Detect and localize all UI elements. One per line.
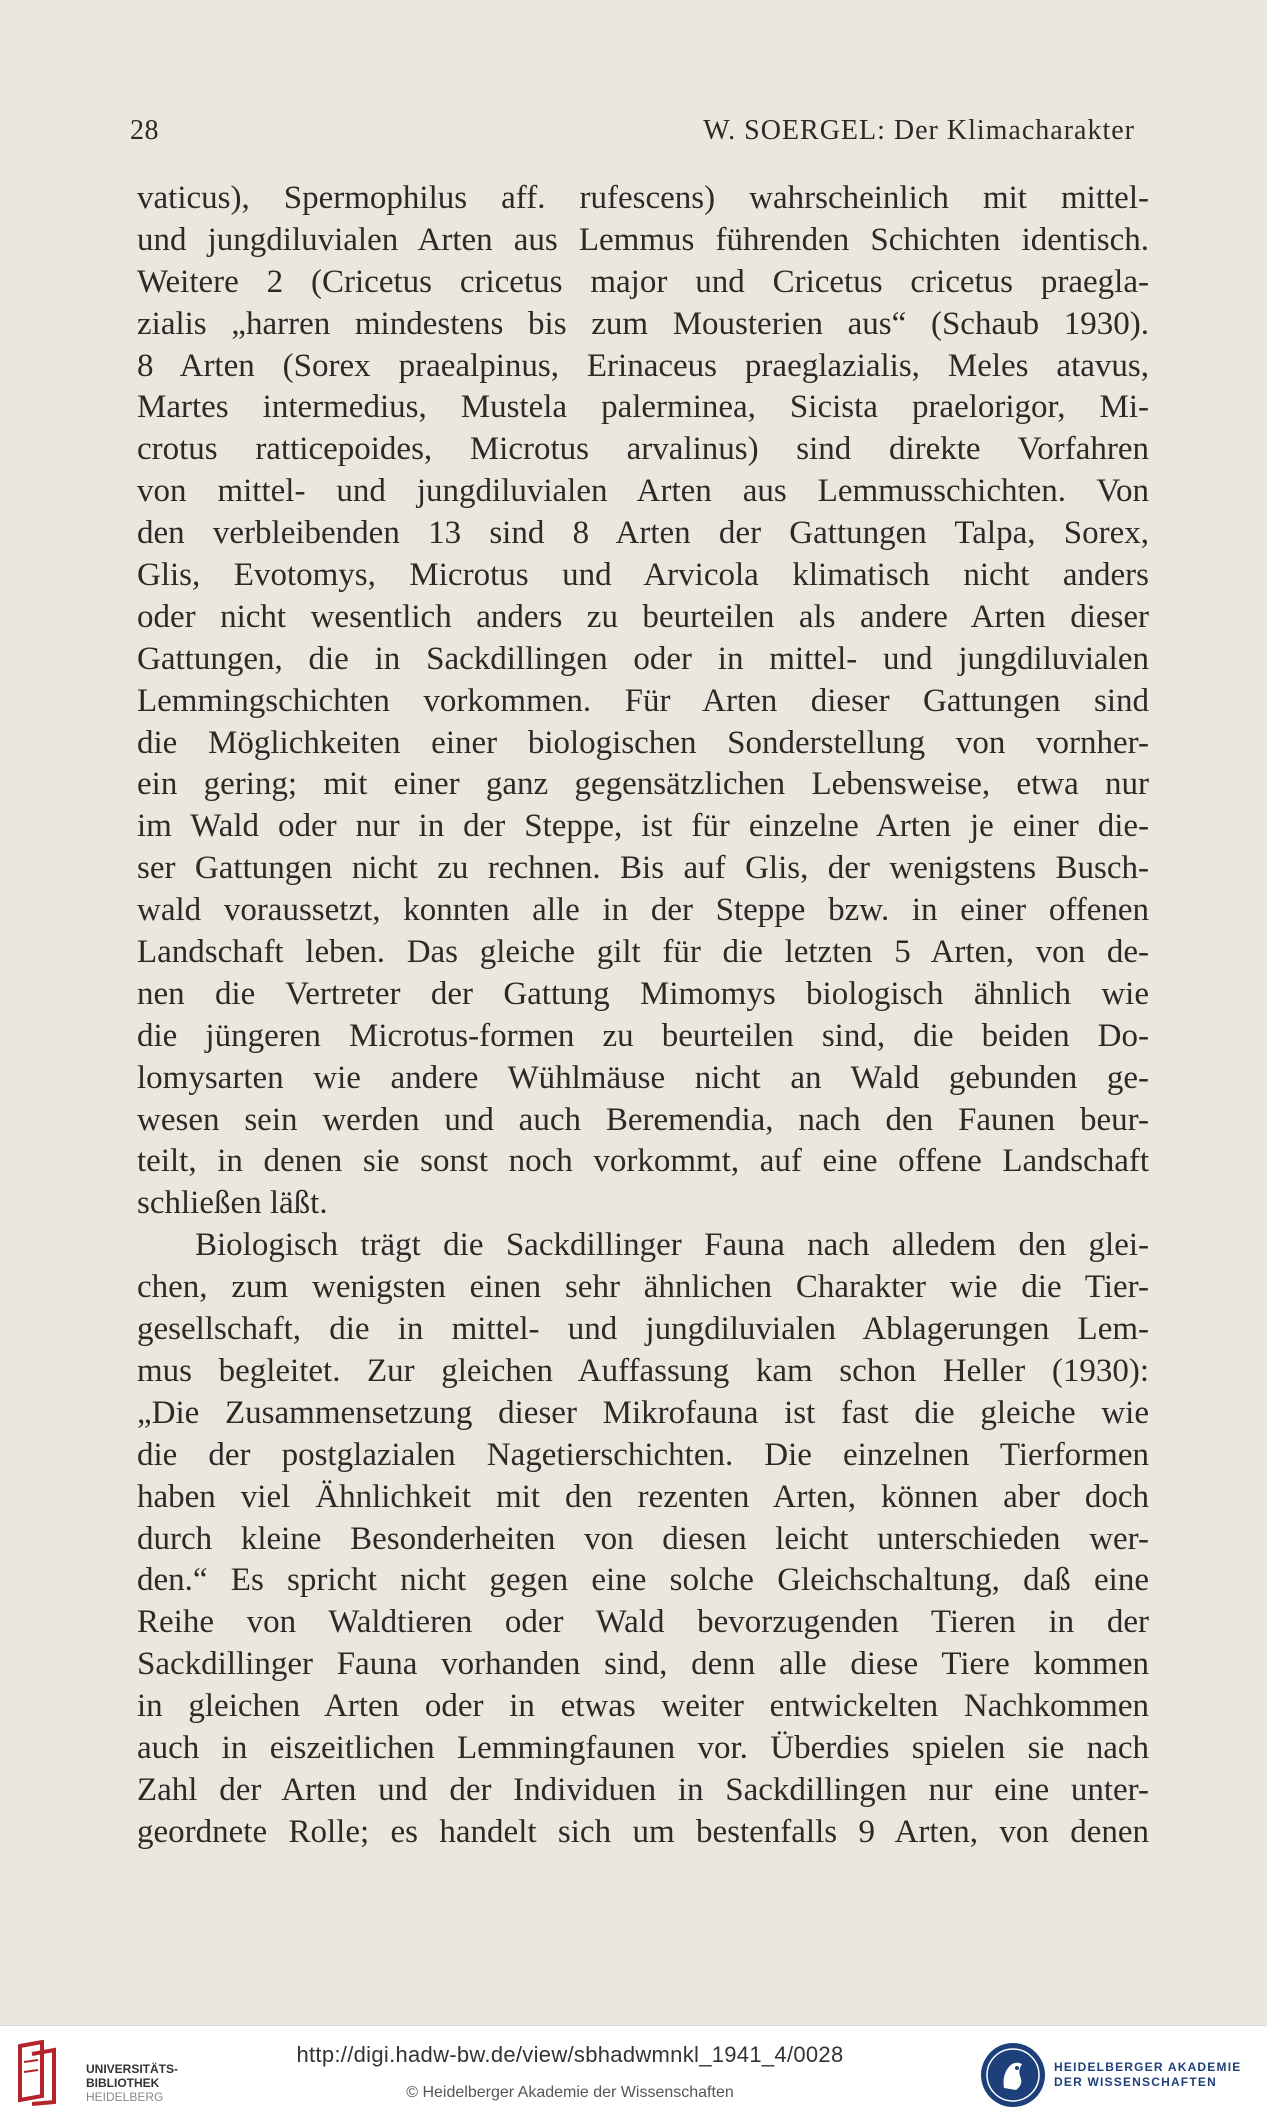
text-line: die Möglichkeiten einer biologischen Sonderstellung von vornher-	[137, 724, 1149, 761]
library-emblem-icon	[14, 2040, 70, 2106]
text-line: Sackdillinger Fauna vorhanden sind, denn alle diese Tiere kommen	[137, 1646, 1149, 1683]
viewer-footer	[0, 2025, 1267, 2120]
text-line: geordnete Rolle; es handelt sich um bestenfalls 9 Arten, von denen	[137, 1813, 1149, 1850]
text-line: oder nicht wesentlich anders zu beurteilen als andere Arten dieser	[137, 598, 1149, 635]
text-line: in gleichen Arten oder in etwas weiter entwickelten Nachkommen	[137, 1688, 1149, 1725]
text-line: Biologisch trägt die Sackdillinger Fauna nach alledem den glei-	[195, 1227, 1149, 1264]
copyright-notice: © Heidelberger Akademie der Wissenschaften	[406, 2084, 734, 2101]
page-header	[130, 115, 1135, 155]
text-line: die jüngeren Microtus-formen zu beurteilen sind, die beiden Do-	[137, 1017, 1149, 1054]
university-library-logo[interactable]	[14, 2040, 179, 2106]
text-line: „Die Zusammensetzung dieser Mikrofauna ist fast die gleiche wie	[137, 1394, 1149, 1431]
document-url-link[interactable]: http://digi.hadw-bw.de/view/sbhadwmnkl_1941_4/0028	[296, 2042, 844, 2067]
text-line: crotus ratticepoides, Microtus arvalinus) sind direkte Vorfahren	[137, 431, 1149, 468]
text-line: Martes intermedius, Mustela palerminea, Sicista praelorigor, Mi-	[137, 389, 1149, 426]
academy-emblem-icon	[978, 2040, 1048, 2110]
library-name-line3: HEIDELBERG	[86, 2090, 164, 2104]
text-line: die der postglazialen Nagetierschichten. Die einzelnen Tierformen	[137, 1436, 1149, 1473]
text-line: den.“ Es spricht nicht gegen eine solche Gleichschaltung, daß eine	[137, 1562, 1149, 1599]
text-line: nen die Vertreter der Gattung Mimomys biologisch ähnlich wie	[137, 975, 1149, 1012]
text-line: von mittel- und jungdiluvialen Arten aus Lemmusschichten. Von	[137, 473, 1149, 510]
academy-name-line1: HEIDELBERGER AKADEMIE	[1054, 2060, 1242, 2074]
text-line: wesen sein werden und auch Beremendia, nach den Faunen beur-	[137, 1101, 1149, 1138]
text-line: ser Gattungen nicht zu rechnen. Bis auf Glis, der wenigstens Busch-	[137, 850, 1149, 887]
running-head: W. SOERGEL: Der Klimacharakter	[703, 115, 1135, 146]
academy-name-line2: DER WISSENSCHAFTEN	[1054, 2075, 1217, 2089]
page-number: 28	[130, 115, 159, 146]
footer-center	[250, 2042, 890, 2102]
text-line: Lemmingschichten vorkommen. Für Arten dieser Gattungen sind	[137, 682, 1149, 719]
library-name-line2: BIBLIOTHEK	[86, 2076, 160, 2090]
text-line: zialis „harren mindestens bis zum Mousterien aus“ (Schaub 1930).	[137, 305, 1149, 342]
text-line: mus begleitet. Zur gleichen Auffassung kam schon Heller (1930):	[137, 1352, 1149, 1389]
text-line: Glis, Evotomys, Microtus und Arvicola klimatisch nicht anders	[137, 557, 1149, 594]
text-line: und jungdiluvialen Arten aus Lemmus führenden Schichten identisch.	[137, 221, 1149, 258]
text-line: durch kleine Besonderheiten von diesen leicht unterschieden wer-	[137, 1520, 1149, 1557]
text-line: Weitere 2 (Cricetus cricetus major und Cricetus cricetus praegla-	[137, 263, 1149, 300]
text-line: vaticus), Spermophilus aff. rufescens) wahrscheinlich mit mittel-	[137, 180, 1149, 216]
library-name-line1: UNIVERSITÄTS-	[86, 2062, 179, 2076]
body-text	[137, 178, 1149, 1854]
text-line: auch in eiszeitlichen Lemmingfaunen vor. Überdies spielen sie nach	[137, 1729, 1149, 1766]
text-line: chen, zum wenigsten einen sehr ähnlichen Charakter wie die Tier-	[137, 1269, 1149, 1306]
text-line: im Wald oder nur in der Steppe, ist für einzelne Arten je einer die-	[137, 808, 1149, 845]
text-line: ein gering; mit einer ganz gegensätzlichen Lebensweise, etwa nur	[137, 766, 1149, 803]
academy-name	[1054, 2060, 1241, 2090]
text-line: gesellschaft, die in mittel- und jungdiluvialen Ablagerungen Lem-	[137, 1311, 1149, 1348]
text-line: haben viel Ähnlichkeit mit den rezenten Arten, können aber doch	[137, 1478, 1149, 1515]
text-line: den verbleibenden 13 sind 8 Arten der Gattungen Talpa, Sorex,	[137, 515, 1149, 552]
text-line: Gattungen, die in Sackdillingen oder in mittel- und jungdiluvialen	[137, 640, 1149, 677]
text-line: 8 Arten (Sorex praealpinus, Erinaceus praeglazialis, Meles atavus,	[137, 347, 1149, 384]
text-line: wald voraussetzt, konnten alle in der Steppe bzw. in einer offenen	[137, 892, 1149, 929]
academy-logo[interactable]	[978, 2040, 1258, 2110]
text-line: Landschaft leben. Das gleiche gilt für die letzten 5 Arten, von de-	[137, 934, 1149, 971]
library-name	[86, 2062, 178, 2104]
text-line: lomysarten wie andere Wühlmäuse nicht an Wald gebunden ge-	[137, 1059, 1149, 1096]
text-line: Zahl der Arten und der Individuen in Sackdillingen nur eine unter-	[137, 1771, 1149, 1808]
text-line: teilt, in denen sie sonst noch vorkommt, auf eine offene Landschaft	[137, 1143, 1149, 1180]
text-line: Reihe von Waldtieren oder Wald bevorzugenden Tieren in der	[137, 1604, 1149, 1641]
text-line: schließen läßt.	[137, 1185, 328, 1222]
